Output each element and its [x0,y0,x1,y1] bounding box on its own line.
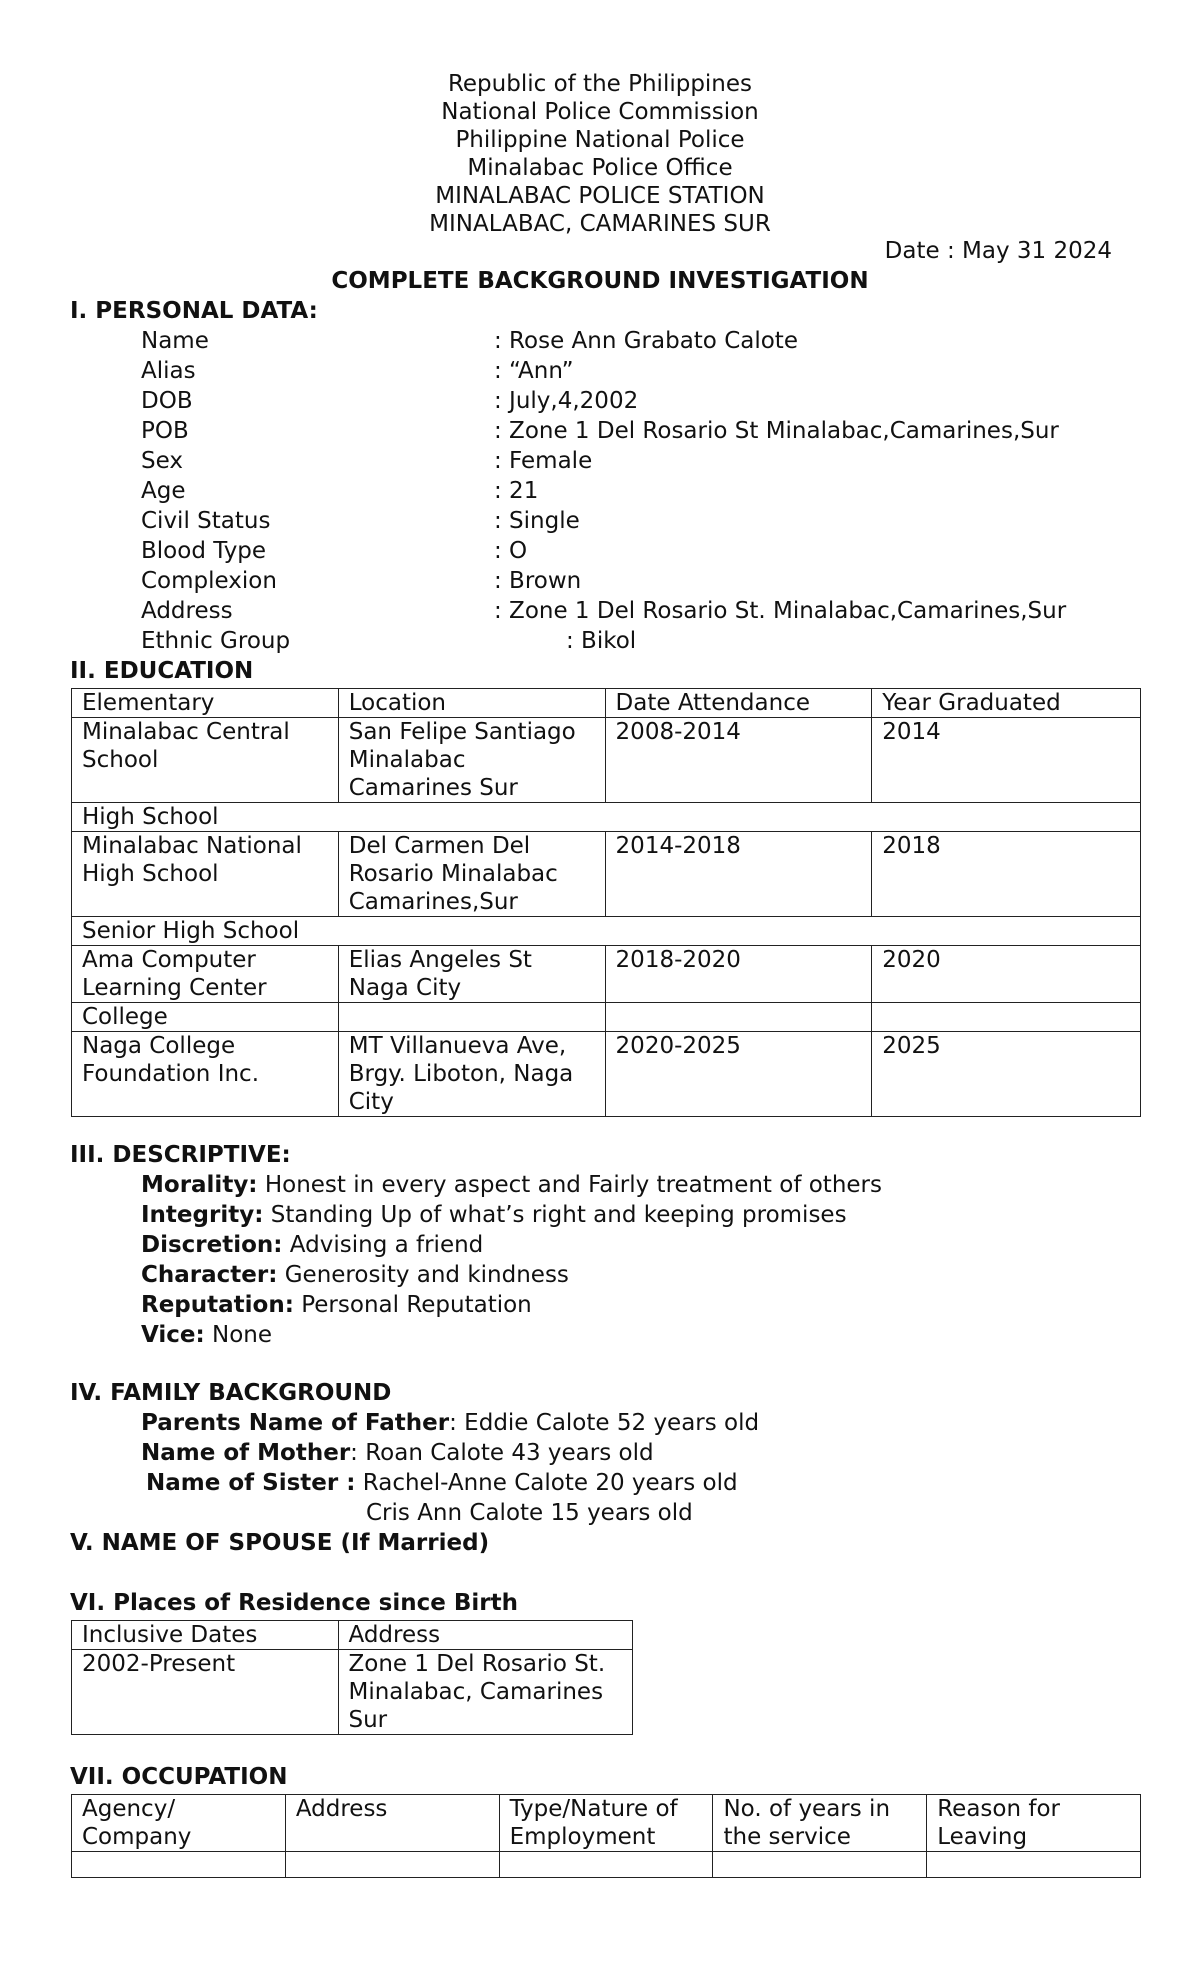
descriptive-value: Personal Reputation [293,1292,532,1318]
occupation-header-reason: Reason for Leaving [927,1795,1141,1852]
descriptive-value: Generosity and kindness [277,1262,569,1288]
occupation-table [71,1794,1141,1878]
family-mother [141,1440,654,1466]
edu-header-year-graduated: Year Graduated [872,689,1141,718]
edu-elementary-year: 2014 [872,718,1141,803]
residence-header-dates: Inclusive Dates [72,1621,339,1650]
occupation-cell-empty [72,1852,286,1878]
family-value: : Roan Calote 43 years old [350,1440,654,1466]
section-occupation-heading: VII. OCCUPATION [70,1764,288,1790]
edu-senior-location: Elias Angeles St Naga City [338,946,605,1003]
field-label-alias: Alias [141,358,196,384]
descriptive-value: Advising a friend [282,1232,484,1258]
descriptive-vice [141,1322,272,1348]
section-residence-heading: VI. Places of Residence since Birth [70,1590,518,1616]
edu-college-empty [872,1003,1141,1032]
table-row [72,1003,1141,1032]
table-row [72,1621,633,1650]
field-value-sex: : Female [494,448,593,474]
header-station: MINALABAC POLICE STATION [435,183,765,209]
table-row [72,917,1141,946]
edu-header-elementary: Elementary [72,689,339,718]
header-republic: Republic of the Philippines [447,71,753,97]
family-sister [146,1470,738,1496]
table-row [72,946,1141,1003]
field-label-dob: DOB [141,388,193,414]
header-office: Minalabac Police Office [467,155,733,181]
edu-senior-school: Ama Computer Learning Center [72,946,339,1003]
table-row [72,1852,1141,1878]
residence-dates: 2002-Present [72,1650,339,1735]
occupation-cell-empty [499,1852,713,1878]
occupation-cell-empty [713,1852,927,1878]
occupation-header-agency: Agency/ Company [72,1795,286,1852]
descriptive-reputation [141,1292,532,1318]
table-row [72,689,1141,718]
field-label-sex: Sex [141,448,183,474]
edu-college-label: College [72,1003,339,1032]
table-row [72,803,1141,832]
occupation-header-address: Address [285,1795,499,1852]
section-education-heading: II. EDUCATION [70,658,254,684]
section-descriptive-heading: III. DESCRIPTIVE: [70,1142,291,1168]
occupation-cell-empty [927,1852,1141,1878]
descriptive-value: Honest in every aspect and Fairly treatment of others [257,1172,882,1198]
field-value-name: : Rose Ann Grabato Calote [494,328,798,354]
residence-header-address: Address [338,1621,633,1650]
edu-elementary-dates: 2008-2014 [605,718,872,803]
field-value-civil-status: : Single [494,508,580,534]
edu-college-empty [338,1003,605,1032]
descriptive-label: Discretion: [141,1232,283,1258]
descriptive-value: Standing Up of what’s right and keeping promises [263,1202,847,1228]
family-value: Rachel-Anne Calote 20 years old [355,1470,738,1496]
family-label: Parents Name of Father [141,1410,450,1436]
field-label-civil-status: Civil Status [141,508,271,534]
descriptive-character [141,1262,569,1288]
descriptive-label: Morality: [141,1172,258,1198]
field-label-address: Address [141,598,233,624]
edu-college-school: Naga College Foundation Inc. [72,1032,339,1117]
field-label-complexion: Complexion [141,568,277,594]
edu-senior-dates: 2018-2020 [605,946,872,1003]
document-title: COMPLETE BACKGROUND INVESTIGATION [331,268,869,294]
table-row [72,832,1141,917]
edu-elementary-location: San Felipe Santiago Minalabac Camarines Sur [338,718,605,803]
header-location: MINALABAC, CAMARINES SUR [429,211,771,237]
descriptive-value: None [204,1322,273,1348]
edu-high-school: Minalabac National High School [72,832,339,917]
section-spouse-heading: V. NAME OF SPOUSE (If Married) [70,1530,490,1556]
descriptive-label: Reputation: [141,1292,294,1318]
occupation-cell-empty [285,1852,499,1878]
header-pnp: Philippine National Police [455,127,745,153]
edu-header-location: Location [338,689,605,718]
document-date: Date : May 31 2024 [884,238,1112,264]
field-value-pob: : Zone 1 Del Rosario St Minalabac,Camarines,Sur [494,418,1059,444]
section-personal-heading: I. PERSONAL DATA: [70,298,318,324]
field-label-ethnic-group: Ethnic Group [141,628,291,654]
section-family-heading: IV. FAMILY BACKGROUND [70,1380,392,1406]
field-label-name: Name [141,328,209,354]
family-father [141,1410,759,1436]
occupation-header-type: Type/Nature of Employment [499,1795,713,1852]
edu-senior-high-label: Senior High School [72,917,1141,946]
edu-high-year: 2018 [872,832,1141,917]
edu-elementary-school: Minalabac Central School [72,718,339,803]
family-value: : Eddie Calote 52 years old [449,1410,760,1436]
header-napolcom: National Police Commission [441,99,759,125]
edu-college-location: MT Villanueva Ave, Brgy. Liboton, Naga City [338,1032,605,1117]
descriptive-morality [141,1172,882,1198]
descriptive-discretion [141,1232,483,1258]
field-value-ethnic-group: : Bikol [566,628,637,654]
field-label-blood-type: Blood Type [141,538,267,564]
education-table [71,688,1141,1117]
field-label-pob: POB [141,418,189,444]
edu-senior-year: 2020 [872,946,1141,1003]
edu-high-location: Del Carmen Del Rosario Minalabac Camarines,Sur [338,832,605,917]
field-value-address: : Zone 1 Del Rosario St. Minalabac,Camarines,Sur [494,598,1067,624]
table-row [72,1795,1141,1852]
field-value-age: : 21 [494,478,539,504]
descriptive-label: Character: [141,1262,278,1288]
descriptive-integrity [141,1202,847,1228]
edu-college-year: 2025 [872,1032,1141,1117]
family-label: Name of Mother [141,1440,351,1466]
edu-college-dates: 2020-2025 [605,1032,872,1117]
family-sister-2: Cris Ann Calote 15 years old [366,1500,693,1526]
residence-table [71,1620,633,1735]
field-value-blood-type: : O [494,538,528,564]
edu-header-date-attendance: Date Attendance [605,689,872,718]
table-row [72,1650,633,1735]
occupation-header-years: No. of years in the service [713,1795,927,1852]
residence-address: Zone 1 Del Rosario St. Minalabac, Camarines Sur [338,1650,633,1735]
table-row [72,1032,1141,1117]
field-value-complexion: : Brown [494,568,582,594]
descriptive-label: Integrity: [141,1202,264,1228]
field-value-alias: : “Ann” [494,358,574,384]
family-label: Name of Sister : [146,1470,356,1496]
edu-high-school-label: High School [72,803,1141,832]
field-value-dob: : July,4,2002 [494,388,639,414]
edu-high-dates: 2014-2018 [605,832,872,917]
field-label-age: Age [141,478,186,504]
descriptive-label: Vice: [141,1322,205,1348]
edu-college-empty [605,1003,872,1032]
table-row [72,718,1141,803]
